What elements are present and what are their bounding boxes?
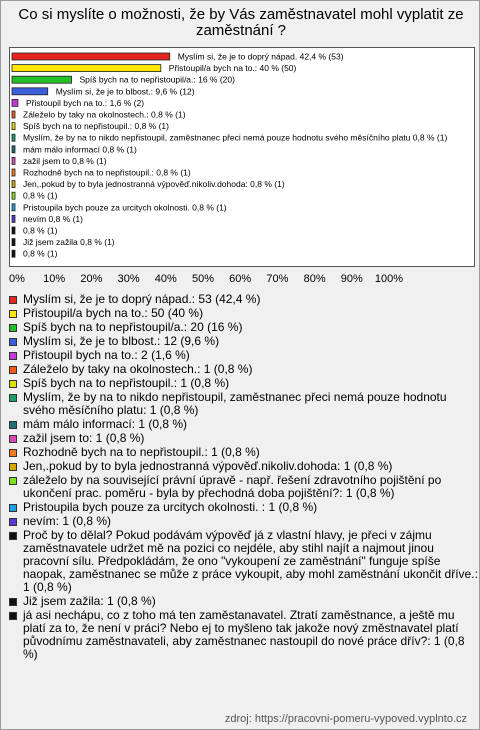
legend-item xyxy=(9,501,479,514)
legend-text: Přistoupil/a bych na to.: 50 (40 %) xyxy=(23,306,204,320)
legend-item xyxy=(9,432,479,445)
legend-text: záleželo by na související právní úpravě - např. řešení zdravotního pojištění po ukončení prac. poměru - byla by přechodná doba pojištění?: 1 (0,8 %) xyxy=(23,473,442,500)
legend-item xyxy=(9,474,479,500)
legend-swatch xyxy=(9,504,17,512)
x-tick-label: 30% xyxy=(117,273,140,285)
bar-6 xyxy=(12,111,15,118)
legend-text: Již jsem zažila: 1 (0,8 %) xyxy=(23,594,156,608)
legend-text: Myslím si, že je to doprý nápad.: 53 (42,4 %) xyxy=(23,292,261,306)
bar-label-15: nevím 0,8 % (1) xyxy=(23,213,83,224)
legend-text: Rozhodně bych na to nepřistoupil.: 1 (0,8 %) xyxy=(23,445,260,459)
legend-text: Záleželo by taky na okolnostech.: 1 (0,8 %) xyxy=(23,362,253,376)
legend-text: já asi nechápu, co z toho má ten zaměstanavatel. Ztratí zaměstnance, a ještě mu platí za to, že není v práci? Nebo ej to myšleno tak jakože nový změstnavatel platí původnímu zaměstnavateli, aby zaměstnanec nastoupil do nové práce dřív?: 1 (0,8 %) xyxy=(23,608,465,661)
legend-swatch xyxy=(9,421,17,429)
bar-label-11: Rozhodně bych na to nepřistoupil.: 0,8 % (1) xyxy=(23,167,191,178)
bar-label-18: 0,8 % (1) xyxy=(23,248,58,259)
x-tick-label: 100% xyxy=(374,273,404,285)
bar-5 xyxy=(12,99,18,106)
x-tick-label: 40% xyxy=(154,273,177,285)
legend-text: Přistoupil bych na to.: 2 (1,6 %) xyxy=(23,348,190,362)
legend-item xyxy=(9,515,479,528)
legend-item xyxy=(9,460,479,473)
bar-label-7: Spíš bych na to nepřistoupil.: 0,8 % (1) xyxy=(23,121,169,132)
legend-text: Myslím, že by na to nikdo nepřistoupil, zaměstnanec přeci nemá pouze hodnotu svého měsíčního platu: 1 (0,8 %) xyxy=(23,390,447,417)
legend-swatch xyxy=(9,338,17,346)
legend-item xyxy=(9,446,479,459)
bar-13 xyxy=(12,192,15,199)
legend-text: Spíš bych na to nepřistoupil.: 1 (0,8 %) xyxy=(23,376,230,390)
legend-text: nevím: 1 (0,8 %) xyxy=(23,514,112,528)
legend-text: Proč by to dělal? Pokud podávám výpověď já z vlastní hlavy, je přeci v zájmu zaměstnavatele udržet mě na pozici co nejdéle, aby stihl najít a najmout jinou pracovní sílu. Předpokládám, že ono "vykoupení ze zaměstnání" funguje spíše naopak, zaměstnanec se může z práce vykoupit, aby mohl zaměstnání ukončit dříve.: 1 (0,8 %) xyxy=(23,528,478,594)
bar-label-14: Pristoupila bych pouze za urcitych okolnosti. 0,8 % (1) xyxy=(23,202,227,213)
bar-18 xyxy=(12,250,15,257)
bar-4 xyxy=(12,88,48,95)
x-tick-label: 90% xyxy=(340,273,363,285)
legend-item xyxy=(9,418,479,431)
bar-10 xyxy=(12,157,15,164)
x-tick-label: 50% xyxy=(191,273,215,285)
bar-label-6: Záleželo by taky na okolnostech.: 0,8 % (1) xyxy=(23,109,186,120)
legend-item xyxy=(9,609,479,661)
legend-text: Pristoupila bych pouze za urcitych okolnosti. : 1 (0,8 %) xyxy=(23,500,318,514)
bar-7 xyxy=(12,123,15,130)
bar-2 xyxy=(12,65,161,72)
bar-label-10: zažil jsem to 0,8 % (1) xyxy=(23,155,107,166)
bar-label-12: Jen,.pokud by to byla jednostranná výpověď.nikoliv.dohoda: 0,8 % (1) xyxy=(23,179,285,190)
legend-item xyxy=(9,335,479,348)
legend-item xyxy=(9,307,479,320)
bar-label-5: Přistoupil bych na to.: 1,6 % (2) xyxy=(25,97,145,108)
legend-swatch xyxy=(9,463,17,471)
bar-15 xyxy=(12,215,15,222)
plot-area xyxy=(9,47,475,267)
bar-chart-svg xyxy=(10,48,476,268)
bar-17 xyxy=(12,239,15,246)
legend-swatch xyxy=(9,394,17,402)
legend xyxy=(9,293,479,662)
legend-item xyxy=(9,391,479,417)
legend-swatch xyxy=(9,449,17,457)
legend-swatch xyxy=(9,366,17,374)
x-tick-label: 60% xyxy=(229,273,252,285)
legend-swatch xyxy=(9,310,17,318)
bar-label-3: Spíš bych na to nepřistoupil/a.: 16 % (20) xyxy=(79,74,235,85)
legend-item xyxy=(9,529,479,594)
legend-text: Jen,.pokud by to byla jednostranná výpověď.nikoliv.dohoda: 1 (0,8 %) xyxy=(23,459,393,473)
bar-label-4: Myslím si, že je to blbost.: 9,6 % (12) xyxy=(55,86,195,97)
bar-8 xyxy=(12,134,15,141)
bar-3 xyxy=(12,76,72,83)
bar-label-9: mám málo informací 0,8 % (1) xyxy=(23,144,137,155)
bar-label-17: Již jsem zažila 0,8 % (1) xyxy=(23,237,115,248)
bar-14 xyxy=(12,204,15,211)
chart-title: Co si myslíte o možnosti, že by Vás zaměstnavatel mohl vyplatit ze zaměstnání ? xyxy=(18,6,464,39)
x-tick-label: 80% xyxy=(303,273,326,285)
legend-swatch xyxy=(9,477,17,485)
bar-1 xyxy=(12,53,170,60)
legend-swatch xyxy=(9,532,17,540)
bar-label-1: Myslím si, že je to doprý nápad. 42,4 % (53) xyxy=(177,51,344,62)
legend-item xyxy=(9,595,479,608)
x-axis-ticks xyxy=(1,273,480,287)
legend-swatch xyxy=(9,518,17,526)
legend-item xyxy=(9,321,479,334)
legend-text: mám málo informací: 1 (0,8 %) xyxy=(23,417,188,431)
legend-text: zažil jsem to: 1 (0,8 %) xyxy=(23,431,145,445)
legend-item xyxy=(9,349,479,362)
x-tick-label: 0% xyxy=(9,273,25,285)
x-tick-label: 10% xyxy=(43,273,66,285)
source-note: zdroj: https://pracovni-pomeru-vypoved.vyplnto.cz xyxy=(224,713,467,725)
legend-swatch xyxy=(9,380,17,388)
x-tick-label: 70% xyxy=(266,273,289,285)
legend-swatch xyxy=(9,296,17,304)
bar-label-16: 0,8 % (1) xyxy=(23,225,58,236)
legend-item xyxy=(9,293,479,306)
bar-11 xyxy=(12,169,15,176)
bar-label-8: Myslím, že by na to nikdo nepřistoupil, zaměstnanec přeci nemá pouze hodnotu svého měsíčního platu 0,8 % (1) xyxy=(23,132,448,143)
bar-16 xyxy=(12,227,15,234)
legend-text: Spíš bych na to nepřistoupil/a.: 20 (16 %) xyxy=(23,320,243,334)
bar-12 xyxy=(12,181,15,188)
legend-swatch xyxy=(9,598,17,606)
legend-swatch xyxy=(9,612,17,620)
legend-swatch xyxy=(9,352,17,360)
bar-label-2: Přistoupil/a bych na to.: 40 % (50) xyxy=(168,63,297,74)
x-tick-label: 20% xyxy=(80,273,103,285)
bar-9 xyxy=(12,146,15,153)
legend-text: Myslím si, že je to blbost.: 12 (9,6 %) xyxy=(23,334,220,348)
legend-swatch xyxy=(9,435,17,443)
bar-label-13: 0,8 % (1) xyxy=(23,190,58,201)
legend-item xyxy=(9,363,479,376)
legend-swatch xyxy=(9,324,17,332)
legend-item xyxy=(9,377,479,390)
